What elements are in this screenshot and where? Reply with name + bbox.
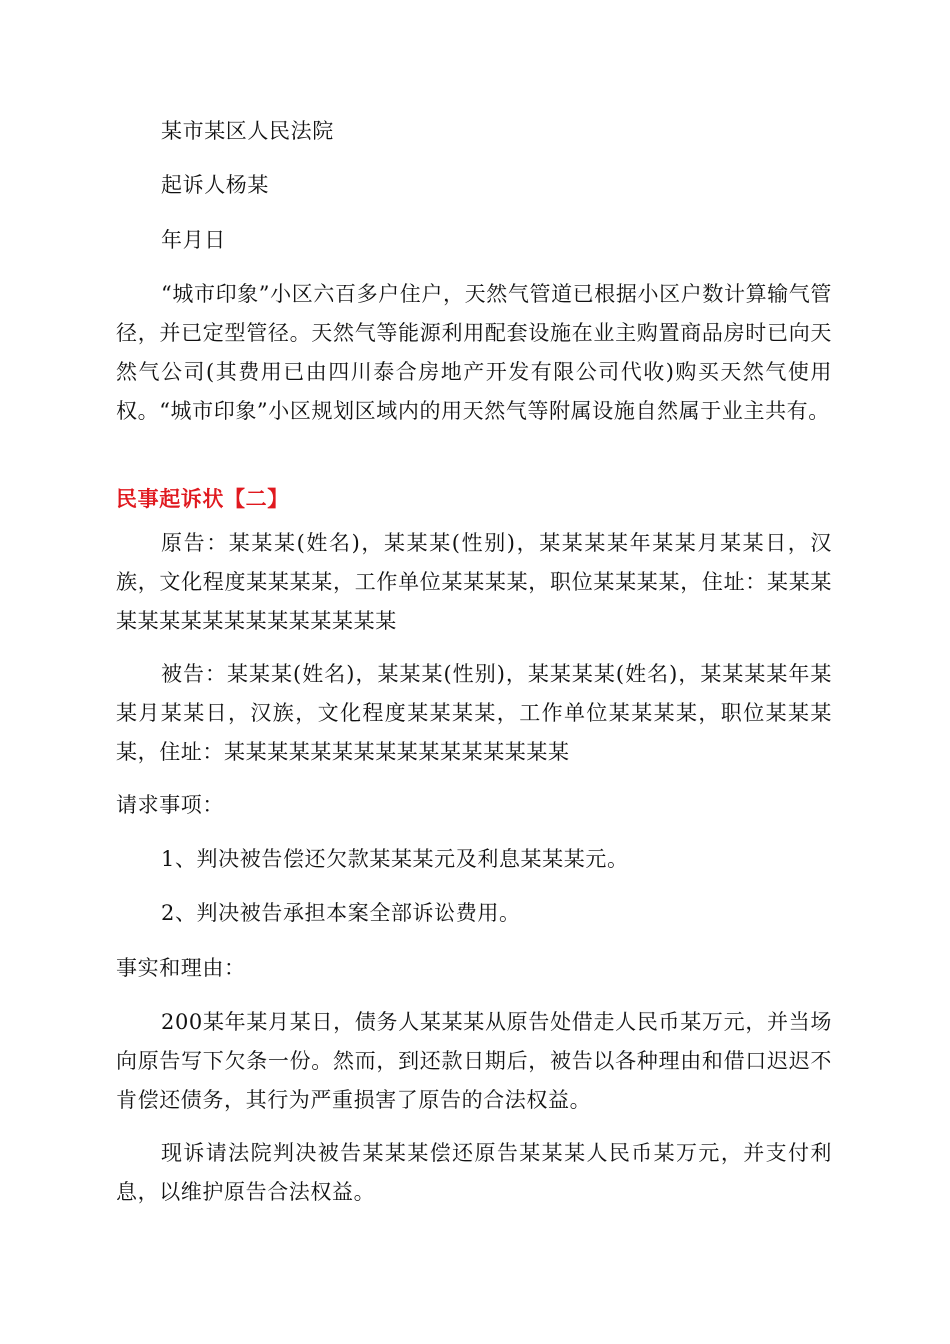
defendant-info: 被告：某某某(姓名)，某某某(性别)，某某某某(姓名)，某某某某年某某月某某日，汉族，文化程度某某某某，工作单位某某某某，职位某某某某，住址：某某某某某某某某某某某某某某某某 xyxy=(116,662,832,764)
facts-label: 事实和理由： xyxy=(116,956,246,980)
date-line: 年月日 xyxy=(161,228,226,252)
plaintiff-signature: 起诉人杨某 xyxy=(161,173,269,197)
body-paragraph: “城市印象”小区六百多户住户，天然气管道已根据小区户数计算输气管径，并已定型管径。天然气等能源利用配套设施在业主购置商品房时已向天然气公司(其费用已由四川泰合房地产开发有限公司代收)购买天然气使用权。“城市印象”小区规划区域内的用天然气等附属设施自然属于业主共有。 xyxy=(116,282,832,423)
facts-paragraph: 现诉请法院判决被告某某某偿还原告某某某人民币某万元，并支付利息，以维护原告合法权益。 xyxy=(116,1141,832,1204)
claim-item: 1、判决被告偿还欠款某某某元及利息某某某元。 xyxy=(161,847,629,871)
claims-label: 请求事项： xyxy=(116,793,224,817)
facts-paragraph: 200某年某月某日，债务人某某某从原告处借走人民币某万元，并当场向原告写下欠条一份。然而，到还款日期后，被告以各种理由和借口迟迟不肯偿还债务，其行为严重损害了原告的合法权益。 xyxy=(116,1010,832,1112)
court-name: 某市某区人民法院 xyxy=(161,119,334,143)
plaintiff-info: 原告：某某某(姓名)，某某某(性别)，某某某某年某某月某某日，汉族，文化程度某某某某，工作单位某某某某，职位某某某某，住址：某某某某某某某某某某某某某某某某 xyxy=(116,531,832,633)
claim-item: 2、判决被告承担本案全部诉讼费用。 xyxy=(161,901,521,925)
section-heading: 民事起诉状【二】 xyxy=(116,487,289,511)
